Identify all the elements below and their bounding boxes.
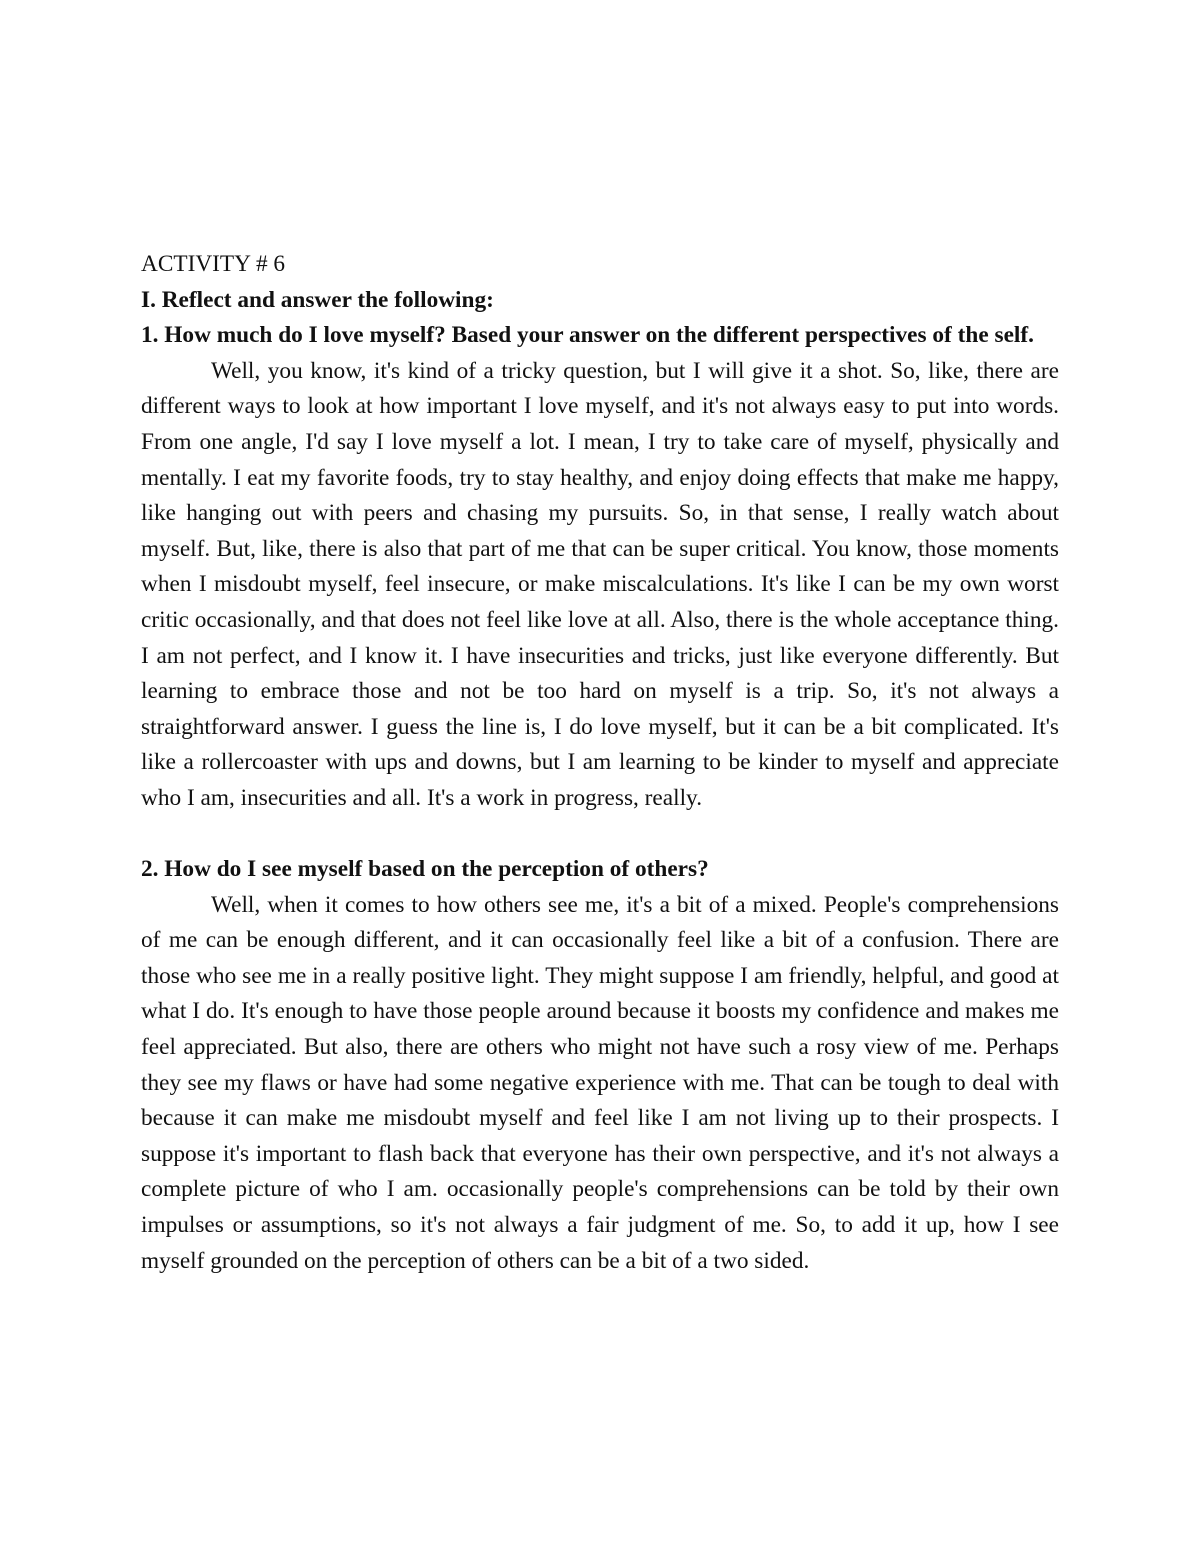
paragraph-spacer xyxy=(141,817,1059,853)
question-2: 2. How do I see myself based on the perception of others? xyxy=(141,856,709,883)
section-instruction: I. Reflect and answer the following: xyxy=(141,286,494,313)
document-body xyxy=(141,247,1059,1279)
activity-title: ACTIVITY # 6 xyxy=(141,251,286,277)
question-1: 1. How much do I love myself? Based your answer on the different perspectives of the self. xyxy=(141,322,1034,349)
answer-2: Well, when it comes to how others see me, it's a bit of a mixed. People's comprehensions of me can be enough different, and it can occasionally feel like a bit of a confusion. There are those who see me in a really positive light. They might suppose I am friendly, helpful, and good at what I do. It's enough to have those people around because it boosts my confidence and makes me feel appreciated. But also, there are others who might not have such a rosy view of me. Perhaps they see my flaws or have had some negative experience with me. That can be tough to deal with because it can make me misdoubt myself and feel like I am not living up to their prospects. I suppose it's important to flash back that everyone has their own perspective, and it's not always a complete picture of who I am. occasionally people's comprehensions can be told by their own impulses or assumptions, so it's not always a fair judgment of me. So, to add it up, how I see myself grounded on the perception of others can be a bit of a two sided. xyxy=(141,891,1059,1274)
answer-1: Well, you know, it's kind of a tricky question, but I will give it a shot. So, like, there are different ways to look at how important I love myself, and it's not always easy to put into words. From one angle, I'd say I love myself a lot. I mean, I try to take care of myself, physically and mentally. I eat my favorite foods, try to stay healthy, and enjoy doing effects that make me happy, like hanging out with peers and chasing my pursuits. So, in that sense, I really watch about myself. But, like, there is also that part of me that can be super critical. You know, those moments when I misdoubt myself, feel insecure, or make miscalculations. It's like I can be my own worst critic occasionally, and that does not feel like love at all. Also, there is the whole acceptance thing. I am not perfect, and I know it. I have insecurities and tricks, just like everyone differently. But learning to embrace those and not be too hard on myself is a trip. So, it's not always a straightforward answer. I guess the line is, I do love myself, but it can be a bit complicated. It's like a rollercoaster with ups and downs, but I am learning to be kinder to myself and appreciate who I am, insecurities and all. It's a work in progress, really. xyxy=(141,357,1059,811)
